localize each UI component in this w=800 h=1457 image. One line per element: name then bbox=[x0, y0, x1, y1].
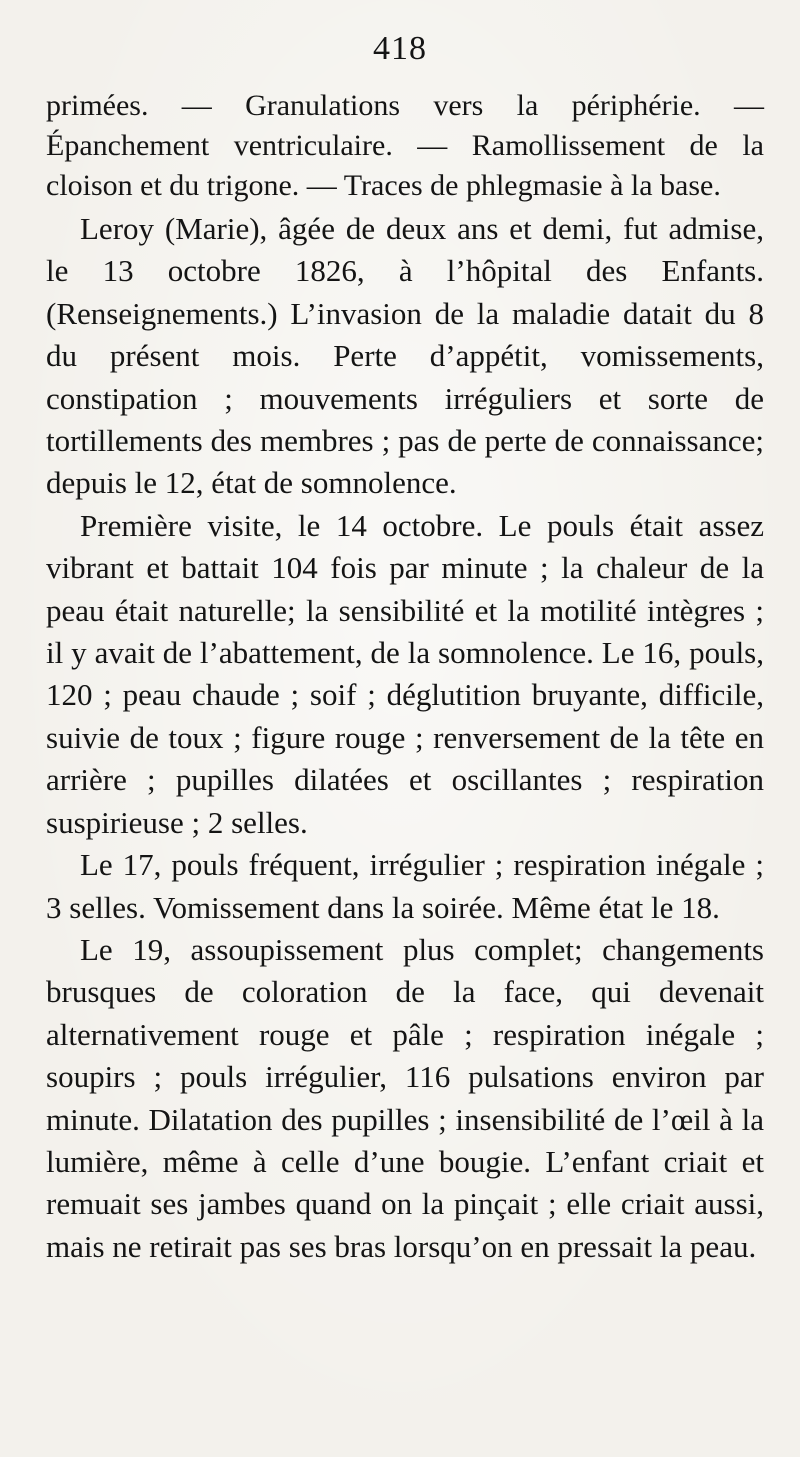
body-text bbox=[46, 86, 764, 1268]
paragraph-first-visit: Première visite, le 14 octobre. Le pouls était assez vibrant et battait 104 fois par minute ; la chaleur de la peau était naturelle; la sensibilité et la motilité intègres ; il y avait de l’abattement, de la somnolence. Le 16, pouls, 120 ; peau chaude ; soif ; déglutition bruyante, difficile, suivie de toux ; figure rouge ; renversement de la tête en arrière ; pupilles dilatées et oscillantes ; respiration suspirieuse ; 2 selles. bbox=[46, 507, 764, 840]
page-number: 418 bbox=[373, 30, 427, 67]
paragraph-day-17: Le 17, pouls fréquent, irrégulier ; respiration inégale ; 3 selles. Vomissement dans la soirée. Même état le 18. bbox=[46, 847, 764, 925]
paragraph-admission: Leroy (Marie), âgée de deux ans et demi, fut admise, le 13 octobre 1826, à l’hôpital des Enfants. (Renseignements.) L’invasion de la maladie datait du 8 du présent mois. Perte d’appétit, vomissements, constipation ; mouvements irréguliers et sorte de tortillements des membres ; pas de perte de connaissance; depuis le 12, état de somnolence. bbox=[46, 211, 764, 501]
paragraph-day-19: Le 19, assoupissement plus complet; changements brusques de coloration de la face, qui devenait alternativement rouge et pâle ; respiration inégale ; soupirs ; pouls irrégulier, 116 pulsations environ par minute. Dilatation des pupilles ; insensibilité de l’œil à la lumière, même à celle d’une bougie. L’enfant criait et remuait ses jambes quand on la pinçait ; elle criait aussi, mais ne retirait pas ses bras lorsqu’on en pressait la peau. bbox=[46, 931, 764, 1264]
paragraph-continuation: primées. — Granulations vers la périphérie. — Épanchement ventriculaire. — Ramollissement de la cloison et du trigone. — Traces de phlegmasie à la base. bbox=[46, 89, 764, 202]
